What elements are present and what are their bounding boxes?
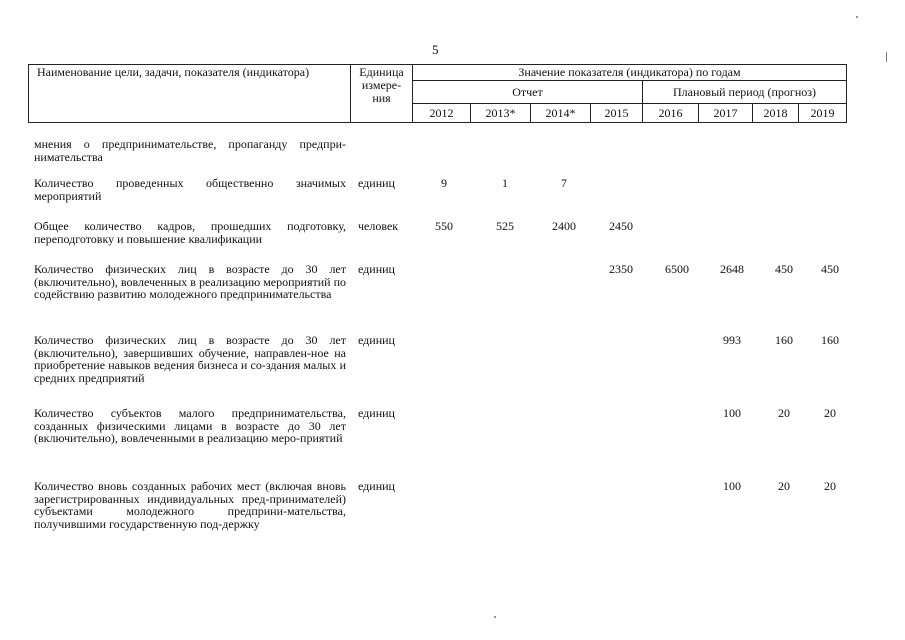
header-year: 2016 <box>643 104 699 123</box>
value-2018: 20 <box>778 406 790 420</box>
page-number: 5 <box>432 42 439 57</box>
indicator-name: Количество физических лиц в возрасте до 30 лет (включительно), завершивших обучение, направлен-ное на приобретение навыков ведения бизнеса и со-здания малых и средних предприятий <box>34 333 346 385</box>
header-year: 2017 <box>699 104 753 123</box>
value-2015: 2450 <box>609 219 633 233</box>
indicator-name: Количество проведенных общественно значимых мероприятий <box>34 176 346 203</box>
indicator-name: Количество физических лиц в возрасте до 30 лет (включительно), вовлеченных в реализацию мероприятий по содействию развитию молодежного предпринимательства <box>34 262 346 301</box>
header-year: 2013* <box>471 104 531 123</box>
value-2013: 525 <box>496 219 514 233</box>
indicator-name: Количество субъектов малого предпринимательства, созданных физическими лицами в возрасте до 30 лет (включительно), вовлеченными в реализацию меро-приятий <box>34 406 346 445</box>
value-2019: 20 <box>824 406 836 420</box>
scan-speck <box>494 616 496 618</box>
indicator-unit: единиц <box>358 479 395 493</box>
value-2012: 550 <box>435 219 453 233</box>
value-2018: 20 <box>778 479 790 493</box>
indicator-unit: единиц <box>358 406 395 420</box>
indicator-name: мнения о предпринимательстве, пропаганду предпри-нимательства <box>34 137 346 164</box>
indicator-name: Общее количество кадров, прошедших подготовку, переподготовку и повышение квалификации <box>34 219 346 246</box>
indicator-unit: единиц <box>358 262 395 276</box>
header-values-column: Значение показателя (индикатора) по годам <box>413 65 847 81</box>
value-2017: 2648 <box>720 262 744 276</box>
indicator-name: Количество вновь созданных рабочих мест (включая вновь зарегистрированных индивидуальных пред-принимателей) субъектами молодежного предприни-мательства, получившими государственную под-держку <box>34 479 346 531</box>
header-unit-column: Единица измере-ния <box>351 65 413 123</box>
value-2019: 160 <box>821 333 839 347</box>
value-2018: 450 <box>775 262 793 276</box>
value-2014: 7 <box>561 176 567 190</box>
scan-speck <box>886 52 887 62</box>
value-2013: 1 <box>502 176 508 190</box>
scan-speck <box>856 16 858 18</box>
value-2018: 160 <box>775 333 793 347</box>
indicator-unit: единиц <box>358 176 395 190</box>
header-year: 2014* <box>531 104 591 123</box>
value-2017: 993 <box>723 333 741 347</box>
indicator-table-header <box>28 64 847 123</box>
indicator-unit: человек <box>358 219 399 233</box>
header-name-column: Наименование цели, задачи, показателя (индикатора) <box>29 65 351 123</box>
value-2012: 9 <box>441 176 447 190</box>
header-year: 2019 <box>799 104 847 123</box>
value-2017: 100 <box>723 479 741 493</box>
value-2019: 450 <box>821 262 839 276</box>
header-plan-group: Плановый период (прогноз) <box>643 81 847 104</box>
value-2016: 6500 <box>665 262 689 276</box>
header-year: 2012 <box>413 104 471 123</box>
value-2017: 100 <box>723 406 741 420</box>
value-2019: 20 <box>824 479 836 493</box>
value-2015: 2350 <box>609 262 633 276</box>
indicator-unit: единиц <box>358 333 395 347</box>
header-year: 2015 <box>591 104 643 123</box>
header-report-group: Отчет <box>413 81 643 104</box>
header-year: 2018 <box>753 104 799 123</box>
value-2014: 2400 <box>552 219 576 233</box>
